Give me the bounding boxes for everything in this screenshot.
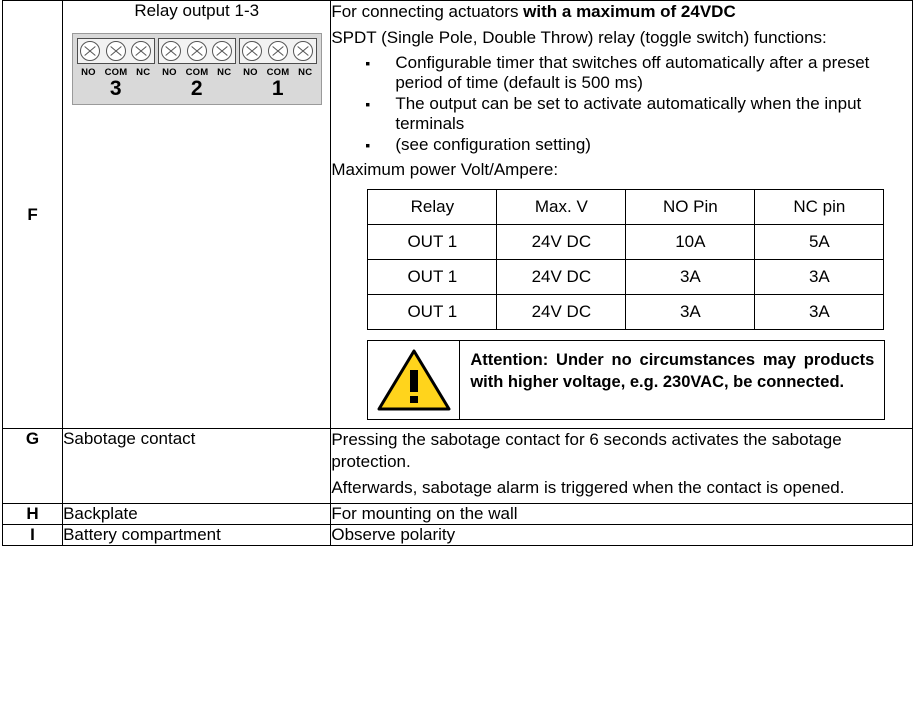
warning-triangle-icon [368, 341, 460, 419]
relay-connector-graphic [72, 33, 322, 105]
screw-icon [161, 41, 181, 61]
screw-icon [131, 41, 151, 61]
row-desc-battery-compartment: Observe polarity [331, 525, 913, 546]
list-item: ▪ (see configuration setting) [365, 135, 912, 155]
max-power-table [367, 189, 884, 330]
pin-label-nc: NC [217, 67, 232, 78]
row-letter-g: G [3, 429, 63, 504]
sabotage-desc-line-2: Afterwards, sabotage alarm is triggered when the contact is opened. [331, 478, 845, 497]
pin-label-nc: NC [298, 67, 313, 78]
relay-description-cell [331, 1, 913, 429]
cell-relay: OUT 1 [368, 295, 497, 330]
table-header-row [368, 190, 884, 225]
column-header-no-pin: NO Pin [626, 190, 755, 225]
connector-number-labels [77, 77, 317, 101]
screw-icon [212, 41, 232, 61]
screw-icon [293, 41, 313, 61]
relay-intro-text: For connecting actuators [331, 2, 524, 21]
connector-terminal-blocks [77, 38, 317, 64]
row-name-backplate: Backplate [63, 504, 331, 525]
max-power-line: Maximum power Volt/Ampere: [331, 160, 559, 179]
table-row [3, 504, 913, 525]
row-desc-sabotage-contact [331, 429, 913, 504]
pin-label-com: COM [104, 67, 128, 78]
list-item: ▪ The output can be set to activate automatically when the input terminals [365, 94, 912, 134]
connector-number-1: 1 [271, 77, 284, 100]
cell-max-v: 24V DC [497, 225, 626, 260]
relay-output-illustration-cell [63, 1, 331, 429]
list-item: ▪ Configurable timer that switches off automatically after a preset period of time (default is 500 ms) [365, 53, 912, 93]
row-name-battery-compartment: Battery compartment [63, 525, 331, 546]
cell-nc-pin: 3A [755, 260, 884, 295]
cell-relay: OUT 1 [368, 260, 497, 295]
row-letter-f: F [3, 1, 63, 429]
screw-icon [268, 41, 288, 61]
relay-intro-emphasis: with a maximum of 24VDC [523, 2, 736, 21]
row-desc-backplate: For mounting on the wall [331, 504, 913, 525]
cell-nc-pin: 3A [755, 295, 884, 330]
row-letter-h: H [3, 504, 63, 525]
cell-relay: OUT 1 [368, 225, 497, 260]
table-row [368, 260, 884, 295]
cell-max-v: 24V DC [497, 295, 626, 330]
connector-number-3: 3 [109, 77, 122, 100]
table-row [3, 525, 913, 546]
sabotage-desc-line-1: Pressing the sabotage contact for 6 seconds activates the sabotage protection. [331, 430, 842, 471]
pin-label-com: COM [266, 67, 290, 78]
screw-icon [187, 41, 207, 61]
connector-number-2: 2 [190, 77, 203, 100]
table-row [368, 295, 884, 330]
table-row [368, 225, 884, 260]
cell-max-v: 24V DC [497, 260, 626, 295]
screw-icon [80, 41, 100, 61]
row-name-sabotage-contact: Sabotage contact [63, 429, 331, 504]
pin-label-nc: NC [136, 67, 151, 78]
attention-notice [367, 340, 885, 420]
cell-no-pin: 10A [626, 225, 755, 260]
relay-output-caption: Relay output 1-3 [134, 1, 260, 20]
table-row [3, 1, 913, 429]
relay-intro-line [331, 1, 912, 23]
specification-table [2, 0, 913, 546]
terminal-block-1 [239, 38, 317, 64]
column-header-nc-pin: NC pin [755, 190, 884, 225]
pin-label-no: NO [162, 67, 177, 78]
column-header-relay: Relay [368, 190, 497, 225]
relay-function-list [331, 53, 912, 155]
screw-icon [242, 41, 262, 61]
pin-label-com: COM [185, 67, 209, 78]
row-letter-i: I [3, 525, 63, 546]
terminal-block-3 [77, 38, 155, 64]
table-row [3, 429, 913, 504]
cell-no-pin: 3A [626, 260, 755, 295]
screw-icon [106, 41, 126, 61]
pin-label-no: NO [81, 67, 96, 78]
cell-nc-pin: 5A [755, 225, 884, 260]
pin-label-no: NO [243, 67, 258, 78]
relay-functions-line: SPDT (Single Pole, Double Throw) relay (toggle switch) functions: [331, 28, 827, 47]
cell-no-pin: 3A [626, 295, 755, 330]
attention-text: Attention: Under no circumstances may products with higher voltage, e.g. 230VAC, be connected. [470, 351, 875, 391]
column-header-max-v: Max. V [497, 190, 626, 225]
terminal-block-2 [158, 38, 236, 64]
